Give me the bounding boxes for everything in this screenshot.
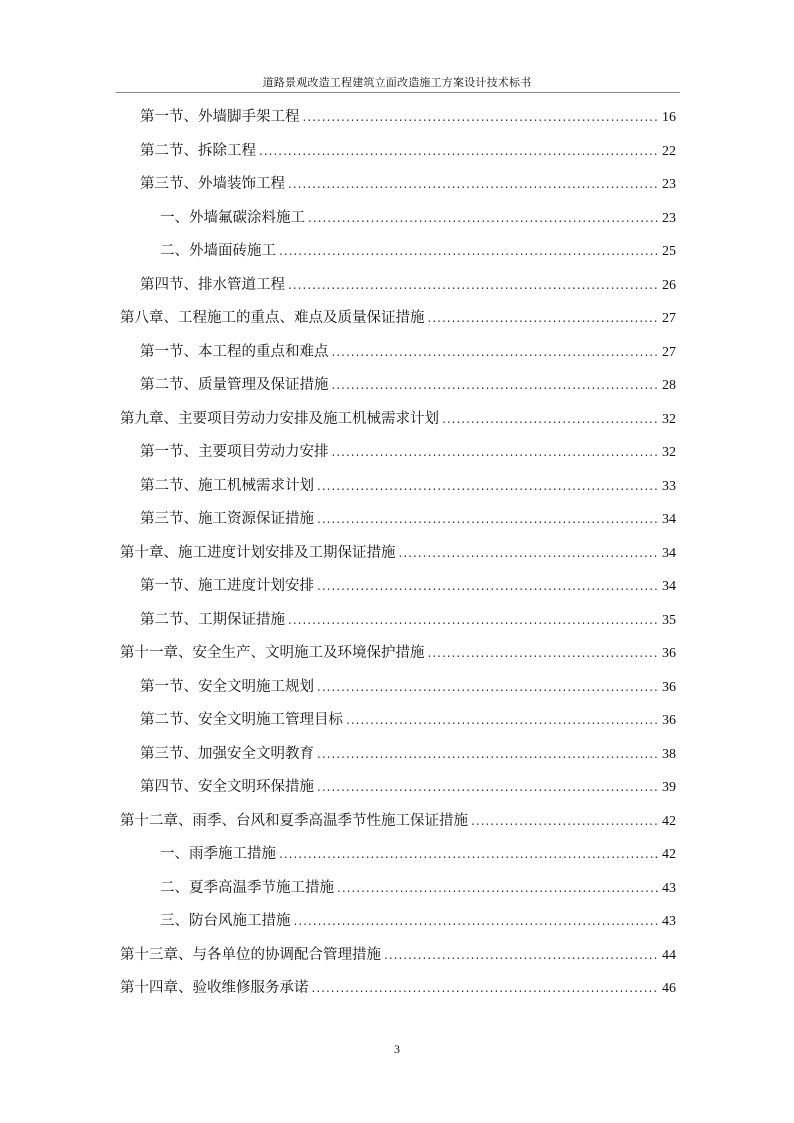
toc-entry[interactable] xyxy=(140,743,676,765)
toc-entry-page: 34 xyxy=(662,579,676,594)
toc-entry[interactable] xyxy=(140,374,676,396)
toc-entry-label: 三、防台风施工措施 xyxy=(160,913,291,929)
toc-entry-label: 第十一章、安全生产、文明施工及环境保护措施 xyxy=(120,645,425,661)
toc-leader-dots xyxy=(337,877,659,899)
toc-entry-page: 33 xyxy=(662,478,676,494)
toc-entry-page: 34 xyxy=(662,545,676,561)
toc-leader-dots xyxy=(294,910,660,932)
toc-entry[interactable] xyxy=(120,977,676,999)
toc-entry-page: 46 xyxy=(662,981,676,996)
toc-entry-page: 25 xyxy=(662,244,676,259)
toc-entry-label: 第八章、工程施工的重点、难点及质量保证措施 xyxy=(120,310,425,326)
toc-leader-dots xyxy=(317,475,659,497)
toc-entry-page: 16 xyxy=(662,110,676,125)
toc-leader-dots xyxy=(312,977,660,999)
toc-leader-dots xyxy=(332,441,660,463)
toc-entry-label: 第九章、主要项目劳动力安排及施工机械需求计划 xyxy=(120,410,439,427)
toc-entry-page: 32 xyxy=(662,445,676,460)
toc-leader-dots xyxy=(317,776,659,798)
toc-entry[interactable] xyxy=(140,140,676,162)
toc-entry-label: 第十三章、与各单位的协调配合管理措施 xyxy=(120,946,381,963)
toc-entry-page: 43 xyxy=(662,880,676,896)
toc-entry-page: 38 xyxy=(662,746,676,762)
toc-leader-dots xyxy=(442,408,659,430)
toc-entry[interactable] xyxy=(160,877,676,899)
toc-entry-label: 一、外墙氟碳涂料施工 xyxy=(160,209,305,226)
toc-leader-dots xyxy=(346,709,659,731)
toc-entry-label: 第二节、施工机械需求计划 xyxy=(140,477,314,494)
toc-entry-label: 第四节、排水管道工程 xyxy=(140,276,285,293)
toc-entry-label: 第一节、外墙脚手架工程 xyxy=(140,109,300,125)
toc-entry[interactable] xyxy=(120,642,676,664)
page-header: 道路景观改造工程建筑立面改造施工方案设计技术标书 xyxy=(262,76,532,89)
toc-entry[interactable] xyxy=(120,944,676,966)
toc-leader-dots xyxy=(279,843,659,865)
toc-entry-label: 第二节、质量管理及保证措施 xyxy=(140,377,329,393)
toc-leader-dots xyxy=(471,810,659,832)
toc-leader-dots xyxy=(428,642,660,664)
toc-entry-page: 22 xyxy=(662,143,676,159)
toc-leader-dots xyxy=(384,944,659,966)
toc-leader-dots xyxy=(308,207,659,229)
toc-entry[interactable] xyxy=(160,207,676,229)
toc-entry-label: 第二节、安全文明施工管理目标 xyxy=(140,712,343,728)
toc-entry[interactable] xyxy=(140,709,676,731)
toc-leader-dots xyxy=(332,341,660,363)
toc-entry[interactable] xyxy=(140,106,676,128)
toc-entry-page: 28 xyxy=(662,378,676,393)
toc-entry-page: 44 xyxy=(662,947,676,963)
toc-leader-dots xyxy=(288,173,659,195)
toc-entry-page: 42 xyxy=(662,847,676,862)
toc-leader-dots xyxy=(279,240,659,262)
toc-entry-label: 第二节、工期保证措施 xyxy=(140,611,285,628)
toc-entry-page: 36 xyxy=(662,713,676,728)
toc-leader-dots xyxy=(317,575,659,597)
toc-entry-page: 23 xyxy=(662,210,676,226)
toc-entry-page: 39 xyxy=(662,780,676,795)
toc-entry-label: 一、雨季施工措施 xyxy=(160,846,276,862)
toc-entry-page: 36 xyxy=(662,679,676,695)
toc-entry-label: 二、外墙面砖施工 xyxy=(160,243,276,259)
toc-entry[interactable] xyxy=(160,910,676,932)
toc-entry-label: 第一节、施工进度计划安排 xyxy=(140,578,314,594)
toc-entry-label: 第十四章、验收维修服务承诺 xyxy=(120,980,309,996)
toc-entry-label: 第二节、拆除工程 xyxy=(140,142,256,159)
toc-entry-page: 27 xyxy=(662,311,676,326)
toc-leader-dots xyxy=(428,307,660,329)
toc-entry[interactable] xyxy=(140,508,676,530)
toc-entry-page: 36 xyxy=(662,646,676,661)
toc-entry[interactable] xyxy=(140,776,676,798)
toc-entry[interactable] xyxy=(120,408,676,430)
toc-entry-label: 第一节、本工程的重点和难点 xyxy=(140,343,329,360)
toc-entry[interactable] xyxy=(140,475,676,497)
toc-entry[interactable] xyxy=(140,609,676,631)
toc-leader-dots xyxy=(317,676,659,698)
toc-entry[interactable] xyxy=(140,341,676,363)
toc-entry-page: 34 xyxy=(662,512,676,527)
toc-entry-label: 第三节、外墙装饰工程 xyxy=(140,176,285,192)
toc-entry[interactable] xyxy=(140,441,676,463)
toc-entry[interactable] xyxy=(160,843,676,865)
toc-entry-page: 32 xyxy=(662,411,676,427)
toc-entry-page: 42 xyxy=(662,813,676,829)
toc-entry-page: 35 xyxy=(662,612,676,628)
toc-entry[interactable] xyxy=(140,676,676,698)
toc-entry-page: 43 xyxy=(662,914,676,929)
toc-entry[interactable] xyxy=(140,575,676,597)
toc-entry-page: 26 xyxy=(662,277,676,293)
toc-entry-page: 27 xyxy=(662,344,676,360)
toc-leader-dots xyxy=(259,140,659,162)
toc-entry[interactable] xyxy=(140,274,676,296)
toc-leader-dots xyxy=(332,374,660,396)
toc-entry-label: 第四节、安全文明环保措施 xyxy=(140,779,314,795)
toc-entry-label: 第三节、加强安全文明教育 xyxy=(140,745,314,762)
toc-entry[interactable] xyxy=(160,240,676,262)
toc-entry[interactable] xyxy=(120,542,676,564)
toc-leader-dots xyxy=(303,106,660,128)
header-divider xyxy=(116,92,680,93)
toc-leader-dots xyxy=(317,743,659,765)
toc-entry[interactable] xyxy=(120,810,676,832)
toc-entry-page: 23 xyxy=(662,177,676,192)
toc-entry[interactable] xyxy=(120,307,676,329)
toc-leader-dots xyxy=(288,609,659,631)
toc-leader-dots xyxy=(317,508,659,530)
toc-leader-dots xyxy=(399,542,660,564)
page-number: 3 xyxy=(394,1042,400,1056)
toc-entry[interactable] xyxy=(140,173,676,195)
toc-entry-label: 第十章、施工进度计划安排及工期保证措施 xyxy=(120,544,396,561)
toc-entry-label: 第十二章、雨季、台风和夏季高温季节性施工保证措施 xyxy=(120,812,468,829)
toc-leader-dots xyxy=(288,274,659,296)
toc-entry-label: 二、夏季高温季节施工措施 xyxy=(160,879,334,896)
toc-entry-label: 第一节、安全文明施工规划 xyxy=(140,678,314,695)
toc-entry-label: 第三节、施工资源保证措施 xyxy=(140,511,314,527)
toc-entry-label: 第一节、主要项目劳动力安排 xyxy=(140,444,329,460)
